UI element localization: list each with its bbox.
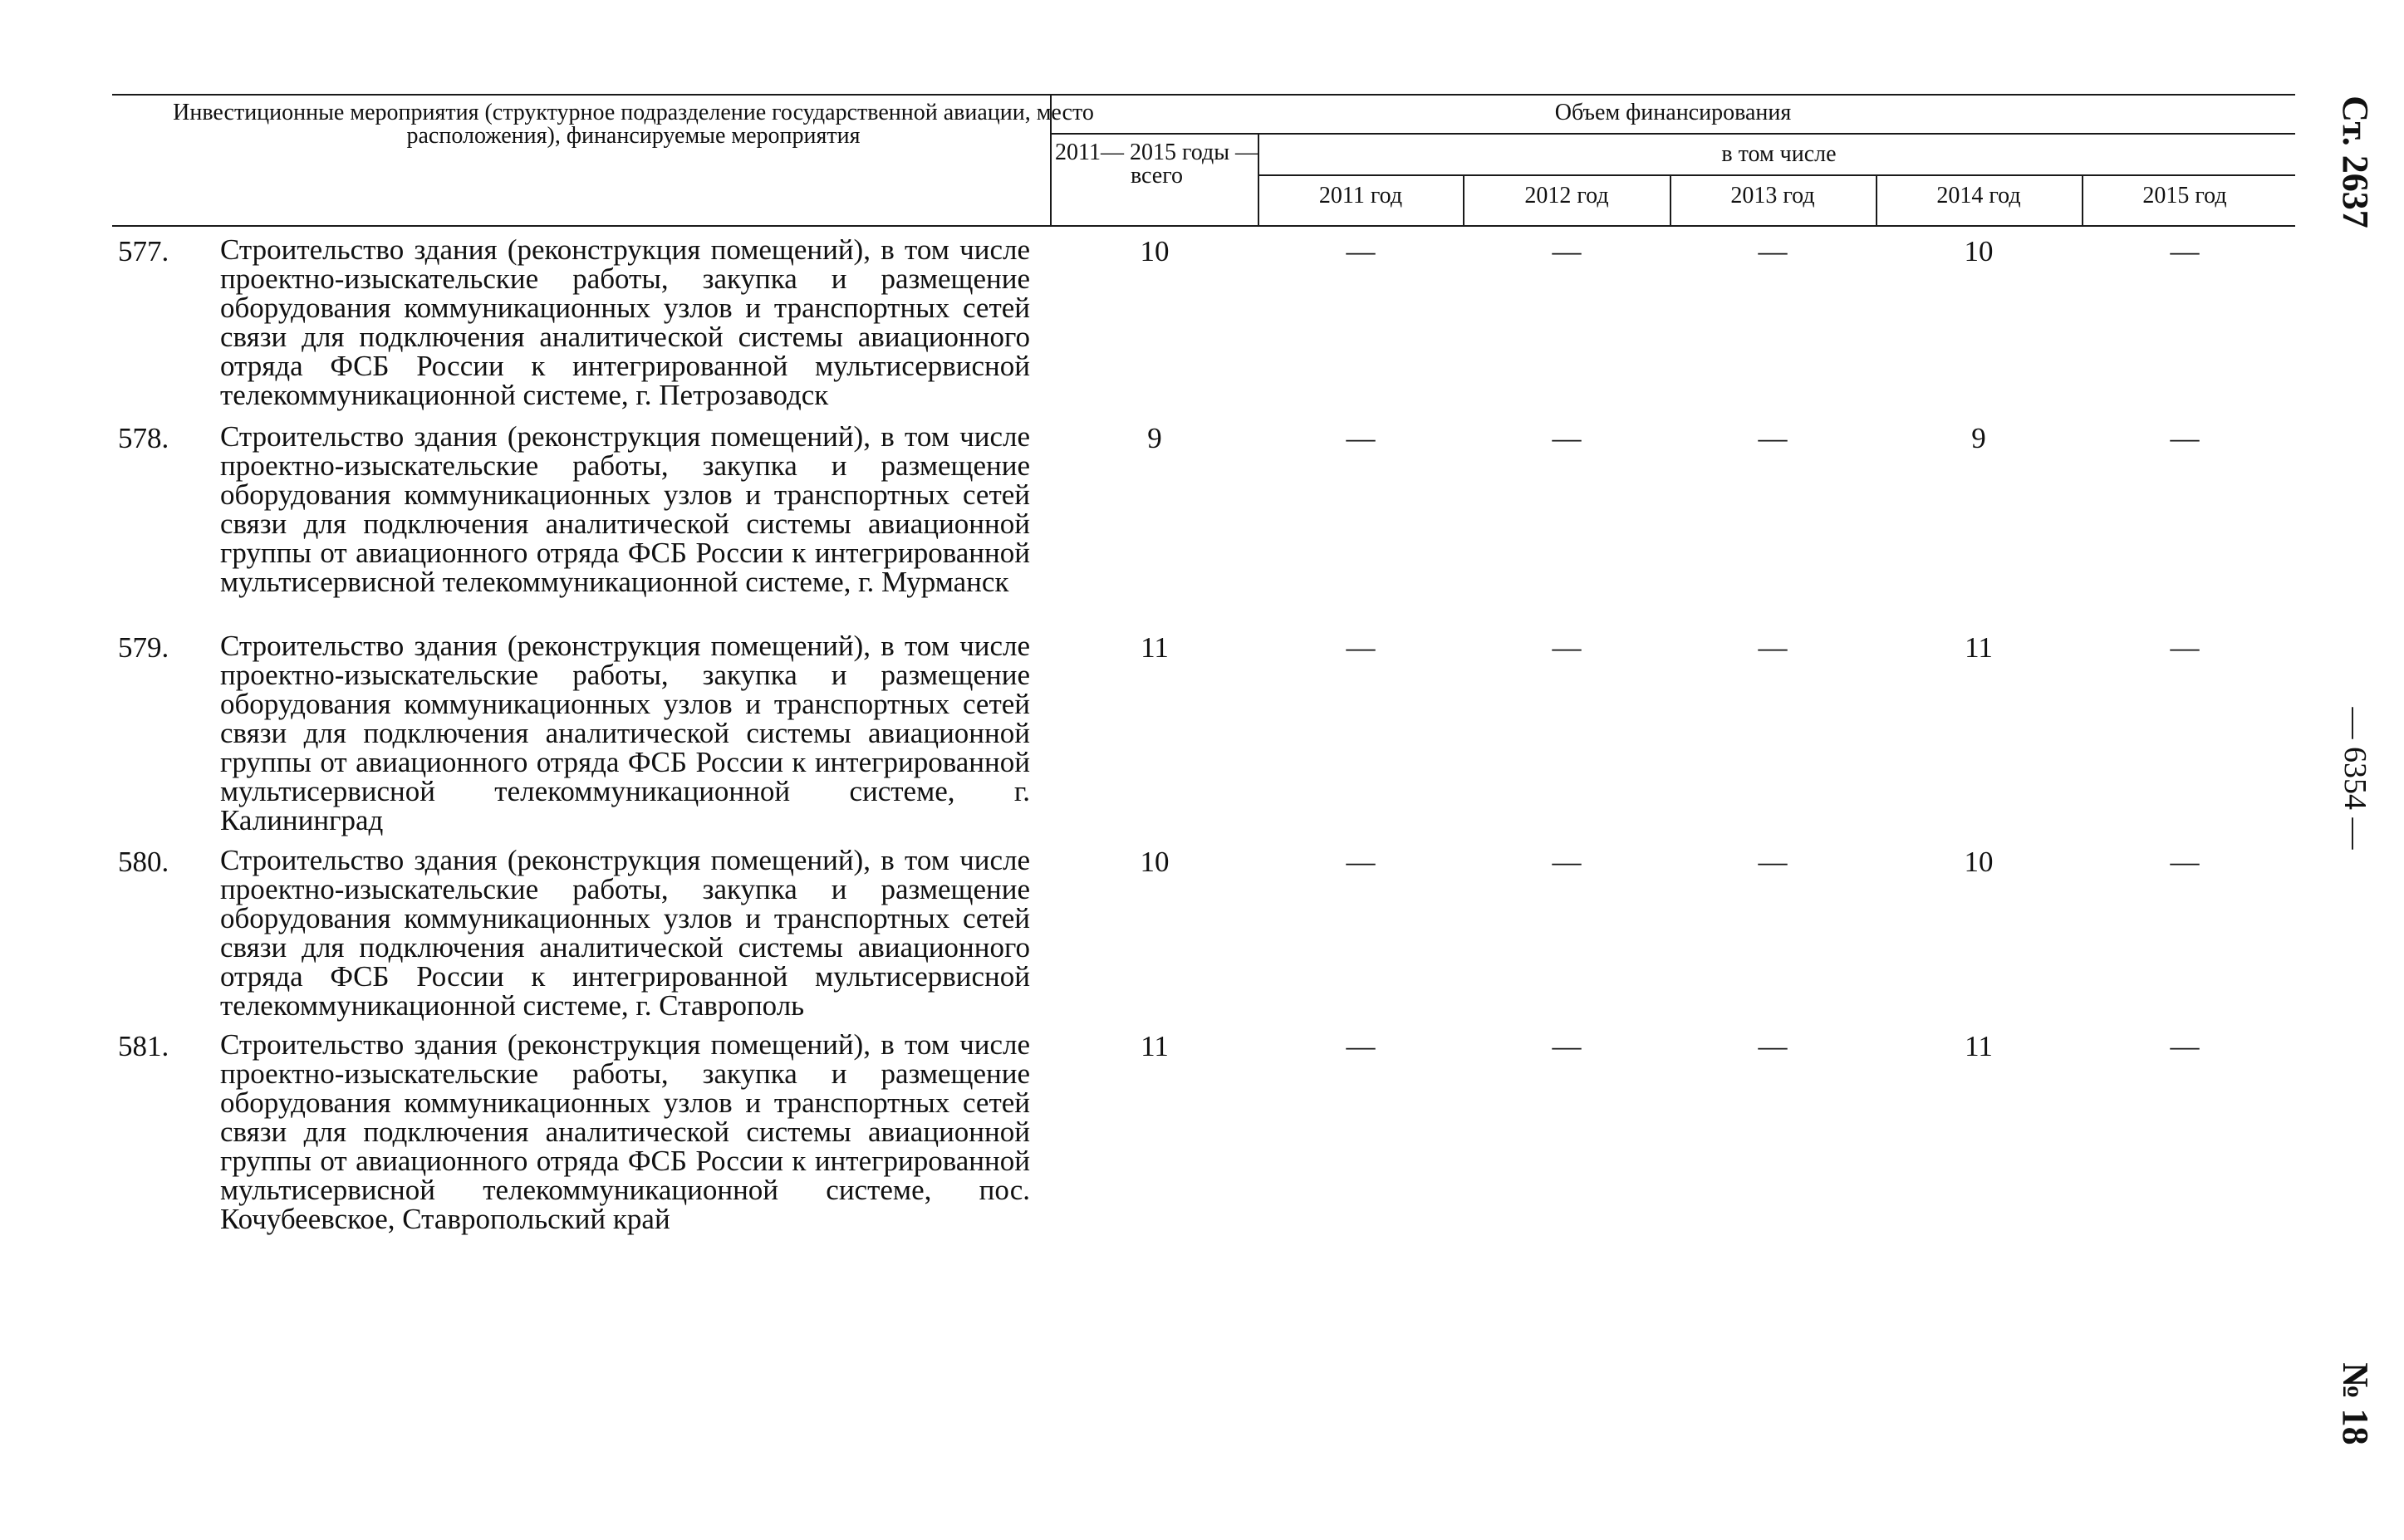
cell-2014: 11 [1965,1030,1993,1062]
issue-number: № 18 [2335,1362,2376,1445]
cell-total: 11 [1141,1030,1169,1062]
row-description: Строительство здания (реконструкция помещений), в том числе проектно-изыскательские работы, закупка и размещение оборудования коммуникационных узлов и транспортных сетей связи для подключения аналитической системы авиационной группы от авиационного отряда ФСБ России к интегрированной мультисервисной телекоммуникационной системе, г. Калининград [220,630,1030,836]
cell-total: 9 [1147,422,1162,454]
cell-2011: — [1346,422,1376,454]
row-number: 577. [118,235,169,267]
cell-total: 11 [1141,631,1169,664]
cell-2014: 10 [1964,846,1994,878]
header-year-2012: 2012 год [1524,183,1609,208]
row-description: Строительство здания (реконструкция помещений), в том числе проектно-изыскательские работы, закупка и размещение оборудования коммуникационных узлов и транспортных сетей связи для подключения аналитической системы авиационного отряда ФСБ России к интегрированной мультисервисной телекоммуникационной системе, г. Ставрополь [220,844,1030,1022]
volume-divider-rule [1051,133,2295,135]
including-divider-rule [1258,174,2295,176]
cell-2014: 11 [1965,631,1993,664]
cell-2013: — [1758,846,1788,878]
row-description: Строительство здания (реконструкция помещений), в том числе проектно-изыскательские работы, закупка и размещение оборудования коммуникационных узлов и транспортных сетей связи для подключения аналитической системы авиационной группы от авиационного отряда ФСБ России к интегрированной мультисервисной телекоммуникационной системе, г. Мурманск [220,420,1030,598]
cell-2011: — [1346,235,1376,267]
cell-2015: — [2170,422,2200,454]
cell-2012: — [1552,422,1582,454]
row-number: 581. [118,1030,169,1062]
header-year-2011: 2011 год [1318,183,1403,208]
table-top-rule [112,94,2295,96]
row-number: 580. [118,846,169,878]
cell-2014: 9 [1971,422,1986,454]
row-number: 579. [118,631,169,664]
row-description: Строительство здания (реконструкция помещений), в том числе проектно-изыскательские работы, закупка и размещение оборудования коммуникационных узлов и транспортных сетей связи для подключения аналитической системы авиационной группы от авиационного отряда ФСБ России к интегрированной мультисервисной телекоммуникационной системе, пос. Кочубеевское, Ставропольский край [220,1028,1030,1235]
article-label: Ст. 2637 [2335,96,2376,228]
header-bottom-rule [112,225,2295,227]
row-description: Строительство здания (реконструкция помещений), в том числе проектно-изыскательские работы, закупка и размещение оборудования коммуникационных узлов и транспортных сетей связи для подключения аналитической системы авиационного отряда ФСБ России к интегрированной мультисервисной телекоммуникационной системе, г. Петрозаводск [220,233,1030,411]
page-number: — 6354 — [2338,707,2372,850]
cell-2012: — [1552,1030,1582,1062]
header-including: в том числе [1721,141,1837,167]
cell-2011: — [1346,846,1376,878]
header-events: Инвестиционные мероприятия (структурное подразделение государственной авиации, место расположения), финансируемые мероприятия [173,100,1094,149]
cell-2012: — [1552,235,1582,267]
cell-2015: — [2170,846,2200,878]
header-year-2015: 2015 год [2142,183,2227,208]
cell-2015: — [2170,631,2200,664]
cell-2013: — [1758,422,1788,454]
header-year-2014: 2014 год [1936,183,2021,208]
cell-2013: — [1758,235,1788,267]
cell-2014: 10 [1964,235,1994,267]
cell-2015: — [2170,1030,2200,1062]
row-number: 578. [118,422,169,454]
header-total: 2011— 2015 годы — всего [1055,140,1258,189]
cell-2015: — [2170,235,2200,267]
cell-2011: — [1346,1030,1376,1062]
cell-total: 10 [1140,846,1170,878]
header-year-2013: 2013 год [1730,183,1815,208]
header-volume: Объем финансирования [1554,100,1792,125]
cell-2013: — [1758,1030,1788,1062]
cell-2012: — [1552,631,1582,664]
cell-total: 10 [1140,235,1170,267]
cell-2011: — [1346,631,1376,664]
cell-2012: — [1552,846,1582,878]
cell-2013: — [1758,631,1788,664]
